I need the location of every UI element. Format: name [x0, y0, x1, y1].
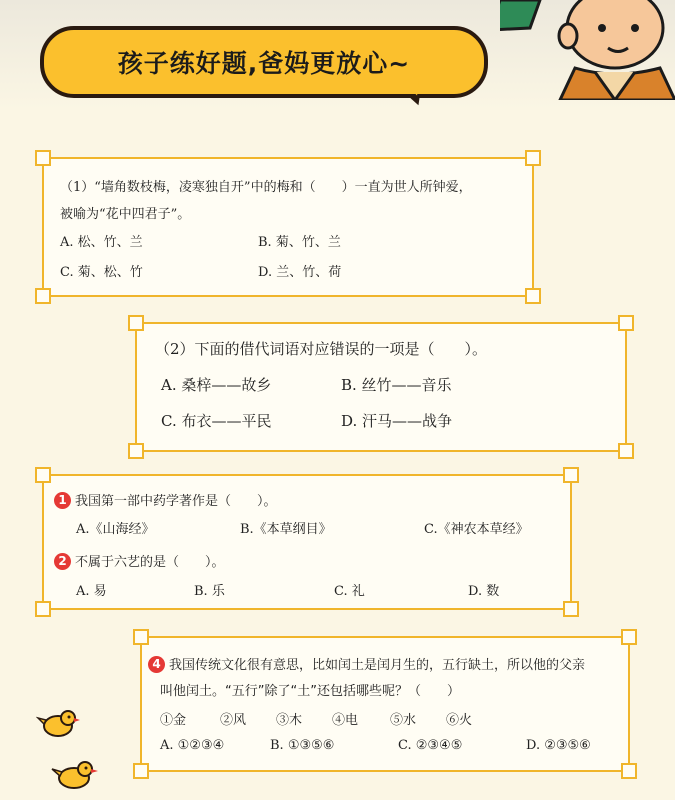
question-2-option-a: A. 桑梓——故乡 [161, 376, 272, 394]
question-1-stem-line1: （1）“墙角数枝梅，凌寒独自开”中的梅和（ ）一直为世人所钟爱， [60, 180, 472, 195]
question-4-option-a: A. ①②③④ [160, 738, 225, 753]
element-4: ④电 [332, 713, 359, 728]
question-2-stem: （2）下面的借代词语对应错误的一项是（ ）。 [155, 340, 488, 358]
element-2: ②风 [220, 713, 247, 728]
question-4-stem-line2: 叫他闰土。“五行”除了“土”还包括哪些呢？（ ） [160, 684, 460, 699]
question-2-option-d: D. 汗马——战争 [341, 412, 453, 430]
banner-title: 孩子练好题,爸妈更放心~ [117, 49, 411, 78]
bird-icon [36, 706, 80, 740]
question-1-box [42, 157, 534, 297]
question-3-item-1-stem [54, 490, 277, 509]
question-3-item-2-option-b: B. 乐 [194, 584, 225, 599]
question-1-option-c: C. 菊、松、竹 [60, 265, 143, 280]
element-3: ③木 [276, 713, 303, 728]
question-2-box [135, 322, 627, 452]
question-1-option-a: A. 松、竹、兰 [60, 235, 143, 250]
question-4-option-c: C. ②③④⑤ [398, 738, 463, 753]
question-4-text-line1: 我国传统文化很有意思，比如闰土是闰月生的，五行缺土，所以他的父亲 [169, 658, 586, 673]
question-1-stem-line2: 被喻为“花中四君子”。 [60, 207, 191, 222]
question-3-item-1-option-c: C.《神农本草经》 [424, 522, 529, 537]
number-badge-1: 1 [54, 492, 71, 509]
question-4-option-b: B. ①③⑤⑥ [270, 738, 335, 753]
question-4-box [140, 636, 630, 772]
bird-icon [50, 756, 98, 792]
question-2-option-c: C. 布衣——平民 [161, 412, 272, 430]
element-6: ⑥火 [446, 713, 473, 728]
question-3-item-2-option-a: A. 易 [76, 584, 107, 599]
question-3-item-2-option-c: C. 礼 [334, 584, 365, 599]
question-3-item-2-stem [54, 551, 225, 570]
question-4-stem-line1 [148, 654, 585, 673]
question-3-item-2-text: 不属于六艺的是（ ）。 [75, 555, 225, 570]
monk-character-illustration [500, 0, 675, 100]
question-2-option-b: B. 丝竹——音乐 [341, 376, 452, 394]
question-4-option-d: D. ②③⑤⑥ [526, 738, 591, 753]
question-3-item-1-option-b: B.《本草纲目》 [240, 522, 332, 537]
question-3-item-1-option-a: A.《山海经》 [76, 522, 155, 537]
question-3-item-2-option-d: D. 数 [468, 584, 500, 599]
question-3-item-1-text: 我国第一部中药学著作是（ ）。 [75, 494, 277, 509]
question-1-option-d: D. 兰、竹、荷 [258, 265, 342, 280]
element-5: ⑤水 [390, 713, 417, 728]
element-1: ①金 [160, 713, 187, 728]
number-badge-2: 2 [54, 553, 71, 570]
number-badge-4: 4 [148, 656, 165, 673]
question-1-option-b: B. 菊、竹、兰 [258, 235, 341, 250]
question-3-box [42, 474, 572, 610]
